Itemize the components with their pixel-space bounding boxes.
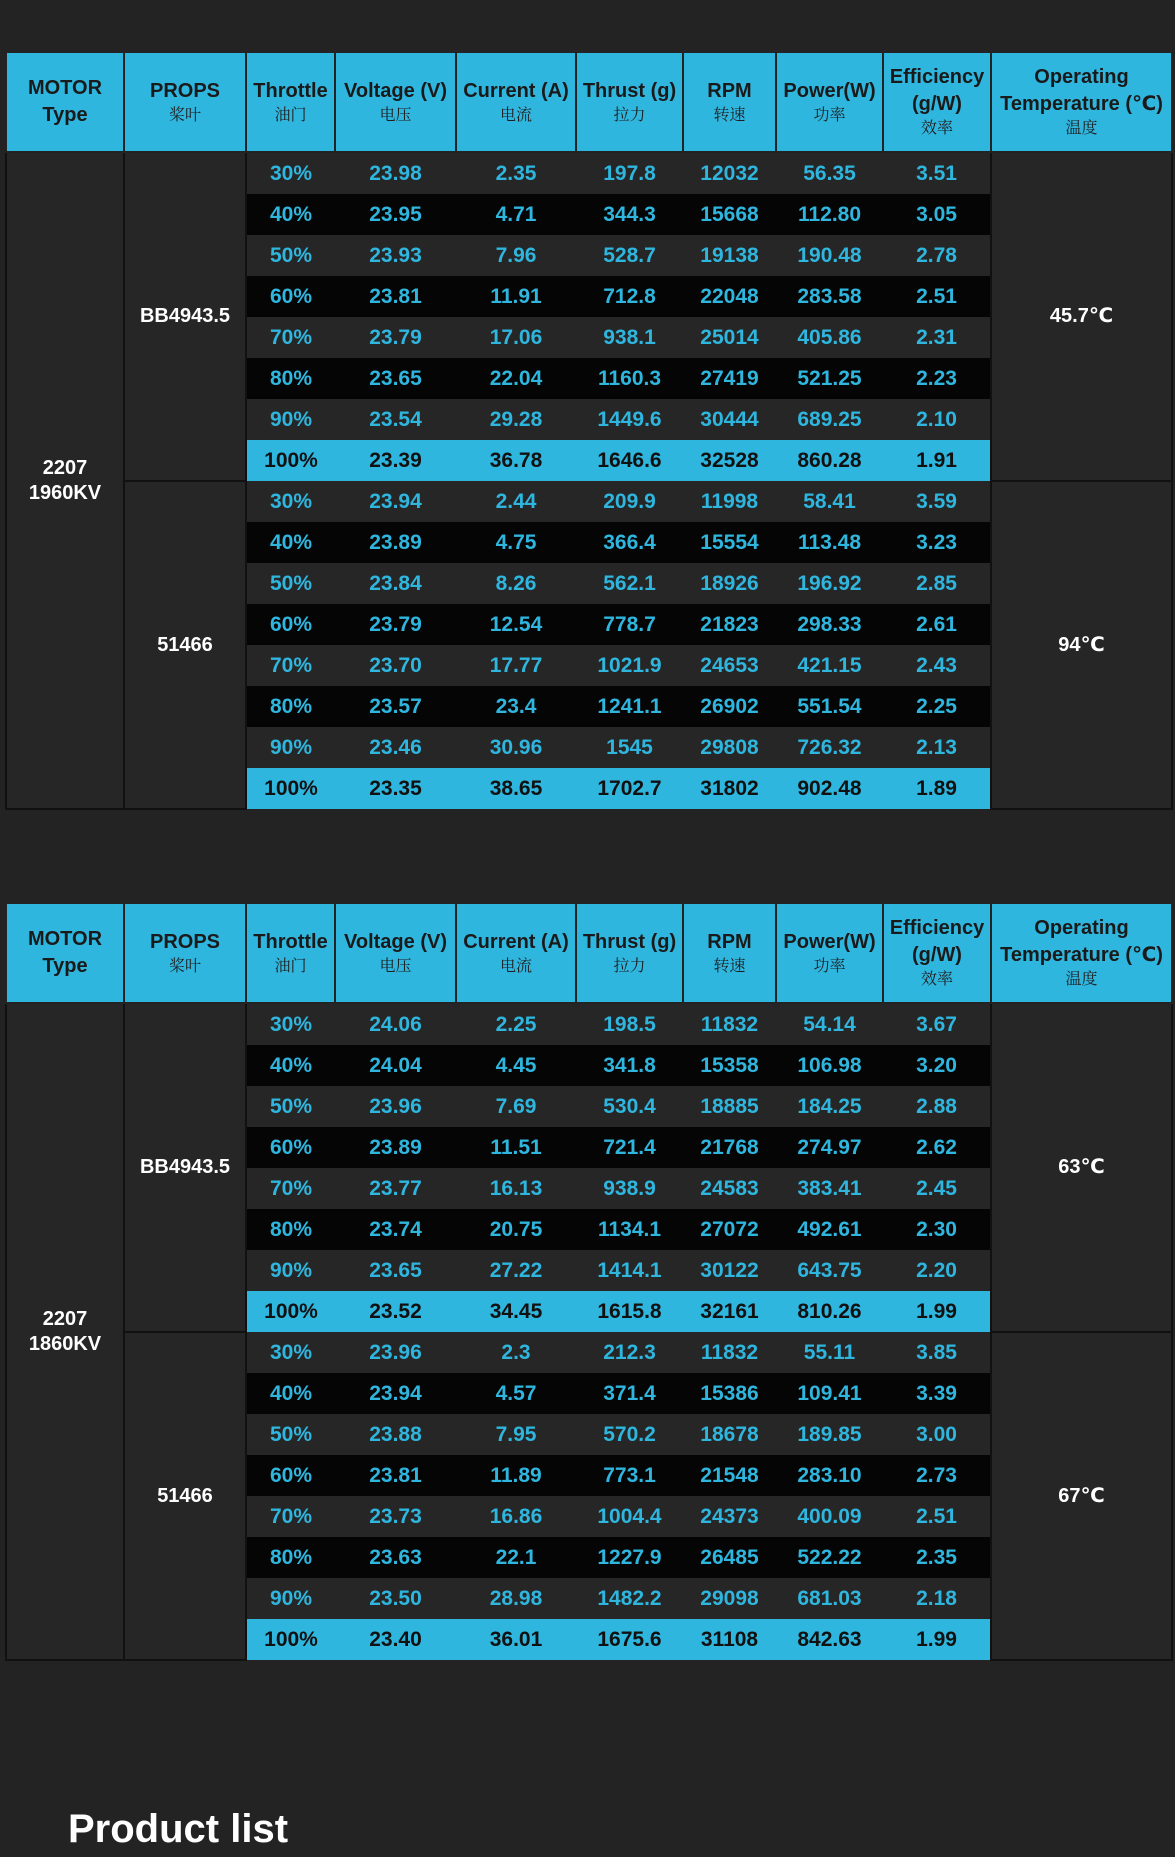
current-cell: 2.3 — [456, 1332, 576, 1373]
thrust-cell: 1449.6 — [576, 399, 683, 440]
voltage-cell: 23.89 — [335, 1127, 456, 1168]
current-cell: 17.77 — [456, 645, 576, 686]
voltage-cell: 23.84 — [335, 563, 456, 604]
thrust-cell: 198.5 — [576, 1003, 683, 1045]
table-row — [6, 152, 1172, 194]
current-cell: 2.35 — [456, 152, 576, 194]
voltage-cell: 23.81 — [335, 1455, 456, 1496]
voltage-cell: 23.93 — [335, 235, 456, 276]
table-header-row — [6, 903, 1172, 1003]
rpm-cell: 15358 — [683, 1045, 776, 1086]
current-cell: 4.45 — [456, 1045, 576, 1086]
power-cell: 400.09 — [776, 1496, 883, 1537]
efficiency-cell: 3.59 — [883, 481, 991, 522]
power-cell: 681.03 — [776, 1578, 883, 1619]
current-cell: 2.25 — [456, 1003, 576, 1045]
prop-cell: BB4943.5 — [124, 1003, 246, 1332]
motor-type-cell: 2207 1860KV — [6, 1003, 124, 1660]
header-temperature: Operating Temperature (℃) 温度 — [991, 52, 1172, 152]
rpm-cell: 11832 — [683, 1332, 776, 1373]
header-voltage: Voltage (V) 电压 — [335, 52, 456, 152]
rpm-cell: 29808 — [683, 727, 776, 768]
current-cell: 4.71 — [456, 194, 576, 235]
header-props: PROPS 桨叶 — [124, 903, 246, 1003]
power-cell: 106.98 — [776, 1045, 883, 1086]
throttle-cell: 60% — [246, 276, 335, 317]
product-list-title: Product list — [68, 1807, 289, 1851]
thrust-cell: 1615.8 — [576, 1291, 683, 1332]
rpm-cell: 22048 — [683, 276, 776, 317]
rpm-cell: 15668 — [683, 194, 776, 235]
throttle-cell: 100% — [246, 440, 335, 481]
current-cell: 23.4 — [456, 686, 576, 727]
throttle-cell: 50% — [246, 1086, 335, 1127]
throttle-cell: 80% — [246, 686, 335, 727]
efficiency-cell: 2.23 — [883, 358, 991, 399]
table-row — [6, 1332, 1172, 1373]
power-cell: 196.92 — [776, 563, 883, 604]
temperature-cell: 45.7℃ — [991, 152, 1172, 481]
power-cell: 726.32 — [776, 727, 883, 768]
thrust-cell: 712.8 — [576, 276, 683, 317]
rpm-cell: 27072 — [683, 1209, 776, 1250]
rpm-cell: 32528 — [683, 440, 776, 481]
table-body — [6, 1003, 1172, 1660]
efficiency-cell: 2.30 — [883, 1209, 991, 1250]
header-voltage: Voltage (V) 电压 — [335, 903, 456, 1003]
header-current: Current (A) 电流 — [456, 52, 576, 152]
efficiency-cell: 2.62 — [883, 1127, 991, 1168]
current-cell: 22.04 — [456, 358, 576, 399]
header-throttle: Throttle 油门 — [246, 903, 335, 1003]
throttle-cell: 50% — [246, 235, 335, 276]
temperature-cell: 67℃ — [991, 1332, 1172, 1660]
rpm-cell: 31108 — [683, 1619, 776, 1660]
thrust-cell: 1021.9 — [576, 645, 683, 686]
voltage-cell: 23.35 — [335, 768, 456, 809]
efficiency-cell: 2.43 — [883, 645, 991, 686]
header-motor-type: MOTOR Type — [6, 52, 124, 152]
header-power: Power(W) 功率 — [776, 903, 883, 1003]
rpm-cell: 24653 — [683, 645, 776, 686]
throttle-cell: 30% — [246, 1003, 335, 1045]
power-cell: 298.33 — [776, 604, 883, 645]
prop-cell: 51466 — [124, 1332, 246, 1660]
rpm-cell: 15386 — [683, 1373, 776, 1414]
header-throttle: Throttle 油门 — [246, 52, 335, 152]
thrust-cell: 209.9 — [576, 481, 683, 522]
thrust-cell: 1646.6 — [576, 440, 683, 481]
voltage-cell: 24.06 — [335, 1003, 456, 1045]
efficiency-cell: 3.67 — [883, 1003, 991, 1045]
prop-cell: 51466 — [124, 481, 246, 809]
power-cell: 521.25 — [776, 358, 883, 399]
throttle-cell: 80% — [246, 1537, 335, 1578]
power-cell: 109.41 — [776, 1373, 883, 1414]
throttle-cell: 60% — [246, 1127, 335, 1168]
efficiency-cell: 2.88 — [883, 1086, 991, 1127]
thrust-cell: 1482.2 — [576, 1578, 683, 1619]
current-cell: 7.69 — [456, 1086, 576, 1127]
current-cell: 11.91 — [456, 276, 576, 317]
rpm-cell: 25014 — [683, 317, 776, 358]
motor-test-table-1960kv — [5, 51, 1173, 810]
throttle-cell: 50% — [246, 563, 335, 604]
efficiency-cell: 3.23 — [883, 522, 991, 563]
current-cell: 22.1 — [456, 1537, 576, 1578]
efficiency-cell: 2.45 — [883, 1168, 991, 1209]
thrust-cell: 371.4 — [576, 1373, 683, 1414]
voltage-cell: 23.40 — [335, 1619, 456, 1660]
efficiency-cell: 2.20 — [883, 1250, 991, 1291]
power-cell: 421.15 — [776, 645, 883, 686]
rpm-cell: 26485 — [683, 1537, 776, 1578]
efficiency-cell: 3.05 — [883, 194, 991, 235]
thrust-cell: 197.8 — [576, 152, 683, 194]
power-cell: 58.41 — [776, 481, 883, 522]
header-temperature: Operating Temperature (℃) 温度 — [991, 903, 1172, 1003]
power-cell: 551.54 — [776, 686, 883, 727]
efficiency-cell: 2.51 — [883, 276, 991, 317]
thrust-cell: 570.2 — [576, 1414, 683, 1455]
current-cell: 11.51 — [456, 1127, 576, 1168]
thrust-cell: 1160.3 — [576, 358, 683, 399]
current-cell: 30.96 — [456, 727, 576, 768]
voltage-cell: 23.95 — [335, 194, 456, 235]
table-row — [6, 1003, 1172, 1045]
current-cell: 28.98 — [456, 1578, 576, 1619]
thrust-cell: 1702.7 — [576, 768, 683, 809]
throttle-cell: 70% — [246, 1496, 335, 1537]
power-cell: 405.86 — [776, 317, 883, 358]
rpm-cell: 21768 — [683, 1127, 776, 1168]
efficiency-cell: 2.25 — [883, 686, 991, 727]
header-thrust: Thrust (g) 拉力 — [576, 52, 683, 152]
throttle-cell: 100% — [246, 1619, 335, 1660]
efficiency-cell: 1.91 — [883, 440, 991, 481]
current-cell: 12.54 — [456, 604, 576, 645]
thrust-cell: 1675.6 — [576, 1619, 683, 1660]
voltage-cell: 23.77 — [335, 1168, 456, 1209]
efficiency-cell: 2.18 — [883, 1578, 991, 1619]
efficiency-cell: 2.35 — [883, 1537, 991, 1578]
voltage-cell: 23.54 — [335, 399, 456, 440]
power-cell: 274.97 — [776, 1127, 883, 1168]
throttle-cell: 70% — [246, 317, 335, 358]
throttle-cell: 100% — [246, 768, 335, 809]
header-power: Power(W) 功率 — [776, 52, 883, 152]
voltage-cell: 23.46 — [335, 727, 456, 768]
current-cell: 8.26 — [456, 563, 576, 604]
power-cell: 383.41 — [776, 1168, 883, 1209]
header-motor-type: MOTOR Type — [6, 903, 124, 1003]
current-cell: 16.13 — [456, 1168, 576, 1209]
rpm-cell: 26902 — [683, 686, 776, 727]
voltage-cell: 23.73 — [335, 1496, 456, 1537]
motor-type-cell: 2207 1960KV — [6, 152, 124, 809]
power-cell: 689.25 — [776, 399, 883, 440]
rpm-cell: 11998 — [683, 481, 776, 522]
voltage-cell: 23.81 — [335, 276, 456, 317]
voltage-cell: 23.39 — [335, 440, 456, 481]
voltage-cell: 23.88 — [335, 1414, 456, 1455]
throttle-cell: 30% — [246, 1332, 335, 1373]
efficiency-cell: 2.85 — [883, 563, 991, 604]
thrust-cell: 721.4 — [576, 1127, 683, 1168]
rpm-cell: 18885 — [683, 1086, 776, 1127]
rpm-cell: 30122 — [683, 1250, 776, 1291]
rpm-cell: 29098 — [683, 1578, 776, 1619]
current-cell: 7.96 — [456, 235, 576, 276]
thrust-cell: 530.4 — [576, 1086, 683, 1127]
throttle-cell: 90% — [246, 399, 335, 440]
thrust-cell: 1227.9 — [576, 1537, 683, 1578]
efficiency-cell: 2.13 — [883, 727, 991, 768]
efficiency-cell: 3.51 — [883, 152, 991, 194]
throttle-cell: 40% — [246, 1373, 335, 1414]
current-cell: 29.28 — [456, 399, 576, 440]
throttle-cell: 80% — [246, 358, 335, 399]
current-cell: 2.44 — [456, 481, 576, 522]
throttle-cell: 90% — [246, 1250, 335, 1291]
voltage-cell: 23.98 — [335, 152, 456, 194]
power-cell: 283.10 — [776, 1455, 883, 1496]
efficiency-cell: 2.61 — [883, 604, 991, 645]
rpm-cell: 11832 — [683, 1003, 776, 1045]
rpm-cell: 18678 — [683, 1414, 776, 1455]
current-cell: 11.89 — [456, 1455, 576, 1496]
header-rpm: RPM 转速 — [683, 903, 776, 1003]
power-cell: 643.75 — [776, 1250, 883, 1291]
header-current: Current (A) 电流 — [456, 903, 576, 1003]
rpm-cell: 27419 — [683, 358, 776, 399]
efficiency-cell: 2.31 — [883, 317, 991, 358]
rpm-cell: 30444 — [683, 399, 776, 440]
temperature-cell: 94℃ — [991, 481, 1172, 809]
power-cell: 184.25 — [776, 1086, 883, 1127]
voltage-cell: 23.94 — [335, 481, 456, 522]
thrust-cell: 778.7 — [576, 604, 683, 645]
throttle-cell: 80% — [246, 1209, 335, 1250]
header-props: PROPS 桨叶 — [124, 52, 246, 152]
table-header-row — [6, 52, 1172, 152]
rpm-cell: 18926 — [683, 563, 776, 604]
voltage-cell: 23.50 — [335, 1578, 456, 1619]
current-cell: 27.22 — [456, 1250, 576, 1291]
thrust-cell: 1414.1 — [576, 1250, 683, 1291]
thrust-cell: 938.9 — [576, 1168, 683, 1209]
current-cell: 4.75 — [456, 522, 576, 563]
throttle-cell: 90% — [246, 727, 335, 768]
rpm-cell: 24583 — [683, 1168, 776, 1209]
rpm-cell: 21823 — [683, 604, 776, 645]
throttle-cell: 50% — [246, 1414, 335, 1455]
voltage-cell: 23.65 — [335, 1250, 456, 1291]
voltage-cell: 23.74 — [335, 1209, 456, 1250]
throttle-cell: 30% — [246, 152, 335, 194]
throttle-cell: 90% — [246, 1578, 335, 1619]
rpm-cell: 31802 — [683, 768, 776, 809]
voltage-cell: 23.52 — [335, 1291, 456, 1332]
throttle-cell: 40% — [246, 1045, 335, 1086]
prop-cell: BB4943.5 — [124, 152, 246, 481]
power-cell: 56.35 — [776, 152, 883, 194]
thrust-cell: 344.3 — [576, 194, 683, 235]
current-cell: 4.57 — [456, 1373, 576, 1414]
table-row — [6, 481, 1172, 522]
current-cell: 16.86 — [456, 1496, 576, 1537]
thrust-cell: 528.7 — [576, 235, 683, 276]
thrust-cell: 1134.1 — [576, 1209, 683, 1250]
power-cell: 860.28 — [776, 440, 883, 481]
efficiency-cell: 3.20 — [883, 1045, 991, 1086]
thrust-cell: 341.8 — [576, 1045, 683, 1086]
power-cell: 283.58 — [776, 276, 883, 317]
power-cell: 112.80 — [776, 194, 883, 235]
thrust-cell: 938.1 — [576, 317, 683, 358]
throttle-cell: 100% — [246, 1291, 335, 1332]
temperature-cell: 63℃ — [991, 1003, 1172, 1332]
power-cell: 522.22 — [776, 1537, 883, 1578]
power-cell: 113.48 — [776, 522, 883, 563]
power-cell: 189.85 — [776, 1414, 883, 1455]
current-cell: 17.06 — [456, 317, 576, 358]
efficiency-cell: 2.78 — [883, 235, 991, 276]
voltage-cell: 23.63 — [335, 1537, 456, 1578]
table-body — [6, 152, 1172, 809]
voltage-cell: 23.96 — [335, 1086, 456, 1127]
rpm-cell: 12032 — [683, 152, 776, 194]
header-rpm: RPM 转速 — [683, 52, 776, 152]
current-cell: 36.78 — [456, 440, 576, 481]
current-cell: 7.95 — [456, 1414, 576, 1455]
power-cell: 190.48 — [776, 235, 883, 276]
efficiency-cell: 2.73 — [883, 1455, 991, 1496]
throttle-cell: 40% — [246, 522, 335, 563]
power-cell: 842.63 — [776, 1619, 883, 1660]
efficiency-cell: 3.00 — [883, 1414, 991, 1455]
current-cell: 36.01 — [456, 1619, 576, 1660]
voltage-cell: 23.79 — [335, 604, 456, 645]
efficiency-cell: 1.89 — [883, 768, 991, 809]
rpm-cell: 15554 — [683, 522, 776, 563]
voltage-cell: 23.57 — [335, 686, 456, 727]
efficiency-cell: 1.99 — [883, 1291, 991, 1332]
rpm-cell: 21548 — [683, 1455, 776, 1496]
thrust-cell: 212.3 — [576, 1332, 683, 1373]
voltage-cell: 23.79 — [335, 317, 456, 358]
rpm-cell: 24373 — [683, 1496, 776, 1537]
throttle-cell: 70% — [246, 1168, 335, 1209]
voltage-cell: 23.94 — [335, 1373, 456, 1414]
voltage-cell: 24.04 — [335, 1045, 456, 1086]
rpm-cell: 32161 — [683, 1291, 776, 1332]
efficiency-cell: 3.39 — [883, 1373, 991, 1414]
current-cell: 38.65 — [456, 768, 576, 809]
throttle-cell: 60% — [246, 1455, 335, 1496]
header-efficiency: Efficiency (g/W) 效率 — [883, 52, 991, 152]
efficiency-cell: 1.99 — [883, 1619, 991, 1660]
throttle-cell: 70% — [246, 645, 335, 686]
efficiency-cell: 2.10 — [883, 399, 991, 440]
thrust-cell: 1004.4 — [576, 1496, 683, 1537]
throttle-cell: 30% — [246, 481, 335, 522]
current-cell: 20.75 — [456, 1209, 576, 1250]
voltage-cell: 23.89 — [335, 522, 456, 563]
power-cell: 902.48 — [776, 768, 883, 809]
thrust-cell: 1241.1 — [576, 686, 683, 727]
current-cell: 34.45 — [456, 1291, 576, 1332]
throttle-cell: 40% — [246, 194, 335, 235]
rpm-cell: 19138 — [683, 235, 776, 276]
throttle-cell: 60% — [246, 604, 335, 645]
thrust-cell: 366.4 — [576, 522, 683, 563]
thrust-cell: 562.1 — [576, 563, 683, 604]
voltage-cell: 23.96 — [335, 1332, 456, 1373]
motor-test-table-1860kv — [5, 902, 1173, 1661]
voltage-cell: 23.70 — [335, 645, 456, 686]
power-cell: 55.11 — [776, 1332, 883, 1373]
power-cell: 810.26 — [776, 1291, 883, 1332]
voltage-cell: 23.65 — [335, 358, 456, 399]
efficiency-cell: 2.51 — [883, 1496, 991, 1537]
power-cell: 492.61 — [776, 1209, 883, 1250]
thrust-cell: 1545 — [576, 727, 683, 768]
thrust-cell: 773.1 — [576, 1455, 683, 1496]
efficiency-cell: 3.85 — [883, 1332, 991, 1373]
power-cell: 54.14 — [776, 1003, 883, 1045]
header-efficiency: Efficiency (g/W) 效率 — [883, 903, 991, 1003]
header-thrust: Thrust (g) 拉力 — [576, 903, 683, 1003]
